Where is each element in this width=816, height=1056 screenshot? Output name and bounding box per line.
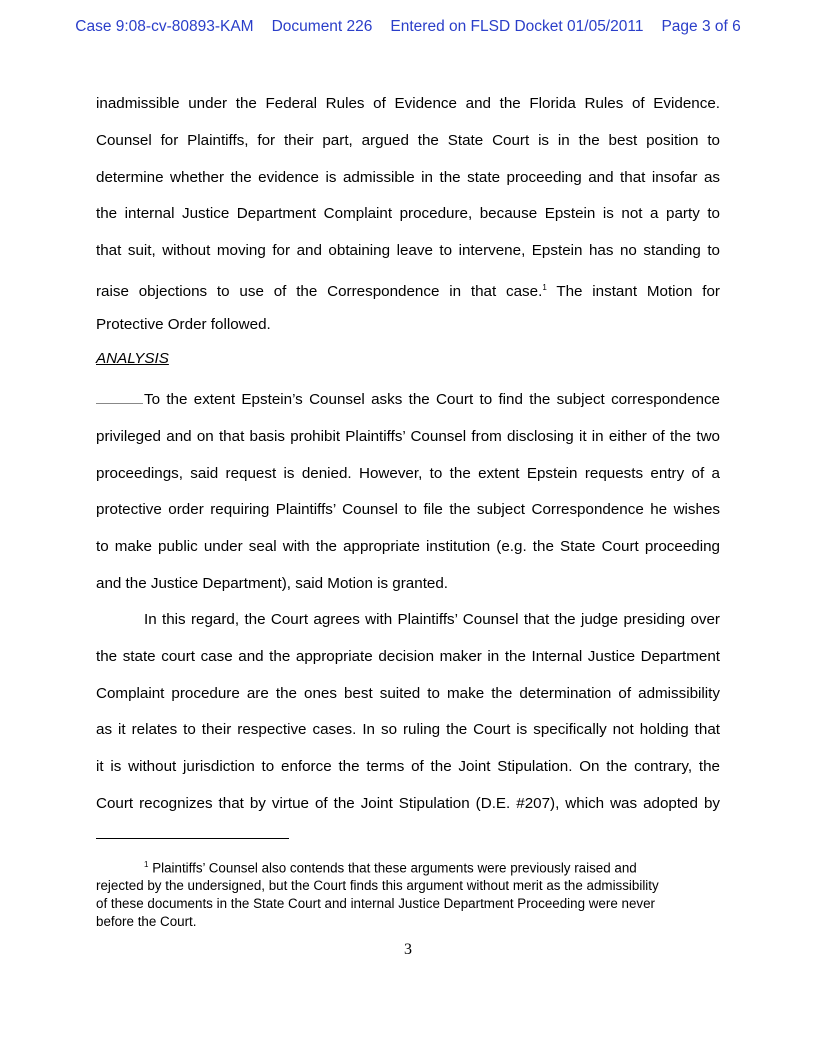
footnote-divider: [96, 838, 289, 839]
case-number: Case 9:08-cv-80893-KAM: [75, 18, 254, 35]
document-number: Document 226: [271, 18, 373, 35]
text-line: proceedings, said request is denied. However, to the extent Epstein requests entry of a: [96, 464, 720, 482]
section-heading: ANALYSIS: [96, 350, 169, 367]
text-line: [96, 382, 720, 419]
text-line: to make public under seal with the appropriate institution (e.g. the State Court proceeding: [96, 538, 720, 556]
entered-date: Entered on FLSD Docket 01/05/2011: [390, 18, 644, 35]
paragraph-3: [96, 602, 720, 823]
text-line: as it relates to their respective cases. In so ruling the Court is specifically not holding that: [96, 721, 720, 739]
text-line: Complaint procedure are the ones best suited to make the determination of admissibility: [96, 684, 720, 702]
footnote-line: [96, 856, 720, 877]
text-line: [96, 270, 720, 307]
text-segment: The instant Motion for: [556, 283, 720, 301]
text-line: the state court case and the appropriate decision maker in the Internal Justice Department: [96, 647, 720, 665]
footnote: [96, 856, 720, 931]
text-line: privileged and on that basis prohibit Plaintiffs’ Counsel from disclosing it in either of the two: [96, 427, 720, 445]
indent-blank: [96, 388, 143, 404]
text-line: inadmissible under the Federal Rules of Evidence and the Florida Rules of Evidence.: [96, 95, 720, 112]
text-line: determine whether the evidence is admissible in the state proceeding and that insofar as: [96, 168, 720, 186]
paragraph-2: [96, 382, 720, 603]
text-line: the internal Justice Department Complaint procedure, because Epstein is not a party to: [96, 205, 720, 223]
page-number: 3: [404, 941, 412, 958]
docket-header: [0, 18, 816, 36]
paragraph-1: [96, 86, 720, 344]
footnote-line: before the Court.: [96, 913, 197, 929]
text-line: it is without jurisdiction to enforce the terms of the Joint Stipulation. On the contrary, the: [96, 758, 720, 776]
text-segment: To the extent Epstein’s Counsel asks the Court to find the subject correspondence: [144, 391, 720, 408]
text-line: and the Justice Department), said Motion is granted.: [96, 574, 449, 592]
page-indicator: Page 3 of 6: [661, 18, 741, 35]
text-line: [96, 602, 720, 639]
footnote-line: rejected by the undersigned, but the Court finds this argument without merit as the admissibility: [96, 878, 659, 894]
text-line: Counsel for Plaintiffs, for their part, argued the State Court is in the best position to: [96, 131, 720, 149]
text-line: protective order requiring Plaintiffs’ Counsel to file the subject Correspondence he wishes: [96, 501, 720, 519]
footnote-reference: 1: [542, 282, 547, 292]
text-segment: Plaintiffs’ Counsel also contends that these arguments were previously raised and: [152, 860, 637, 876]
text-line: that suit, without moving for and obtaining leave to intervene, Epstein has no standing to: [96, 242, 720, 260]
text-line: Protective Order followed.: [96, 315, 271, 333]
footnote-number: 1: [144, 860, 149, 869]
text-segment: raise objections to use of the Correspondence in that case.: [96, 283, 543, 301]
footnote-line: of these documents in the State Court and internal Justice Department Proceeding were never: [96, 896, 656, 912]
text-segment: In this regard, the Court agrees with Plaintiffs’ Counsel that the judge presiding over: [144, 611, 720, 628]
text-line: Court recognizes that by virtue of the Joint Stipulation (D.E. #207), which was adopted by: [96, 794, 720, 812]
